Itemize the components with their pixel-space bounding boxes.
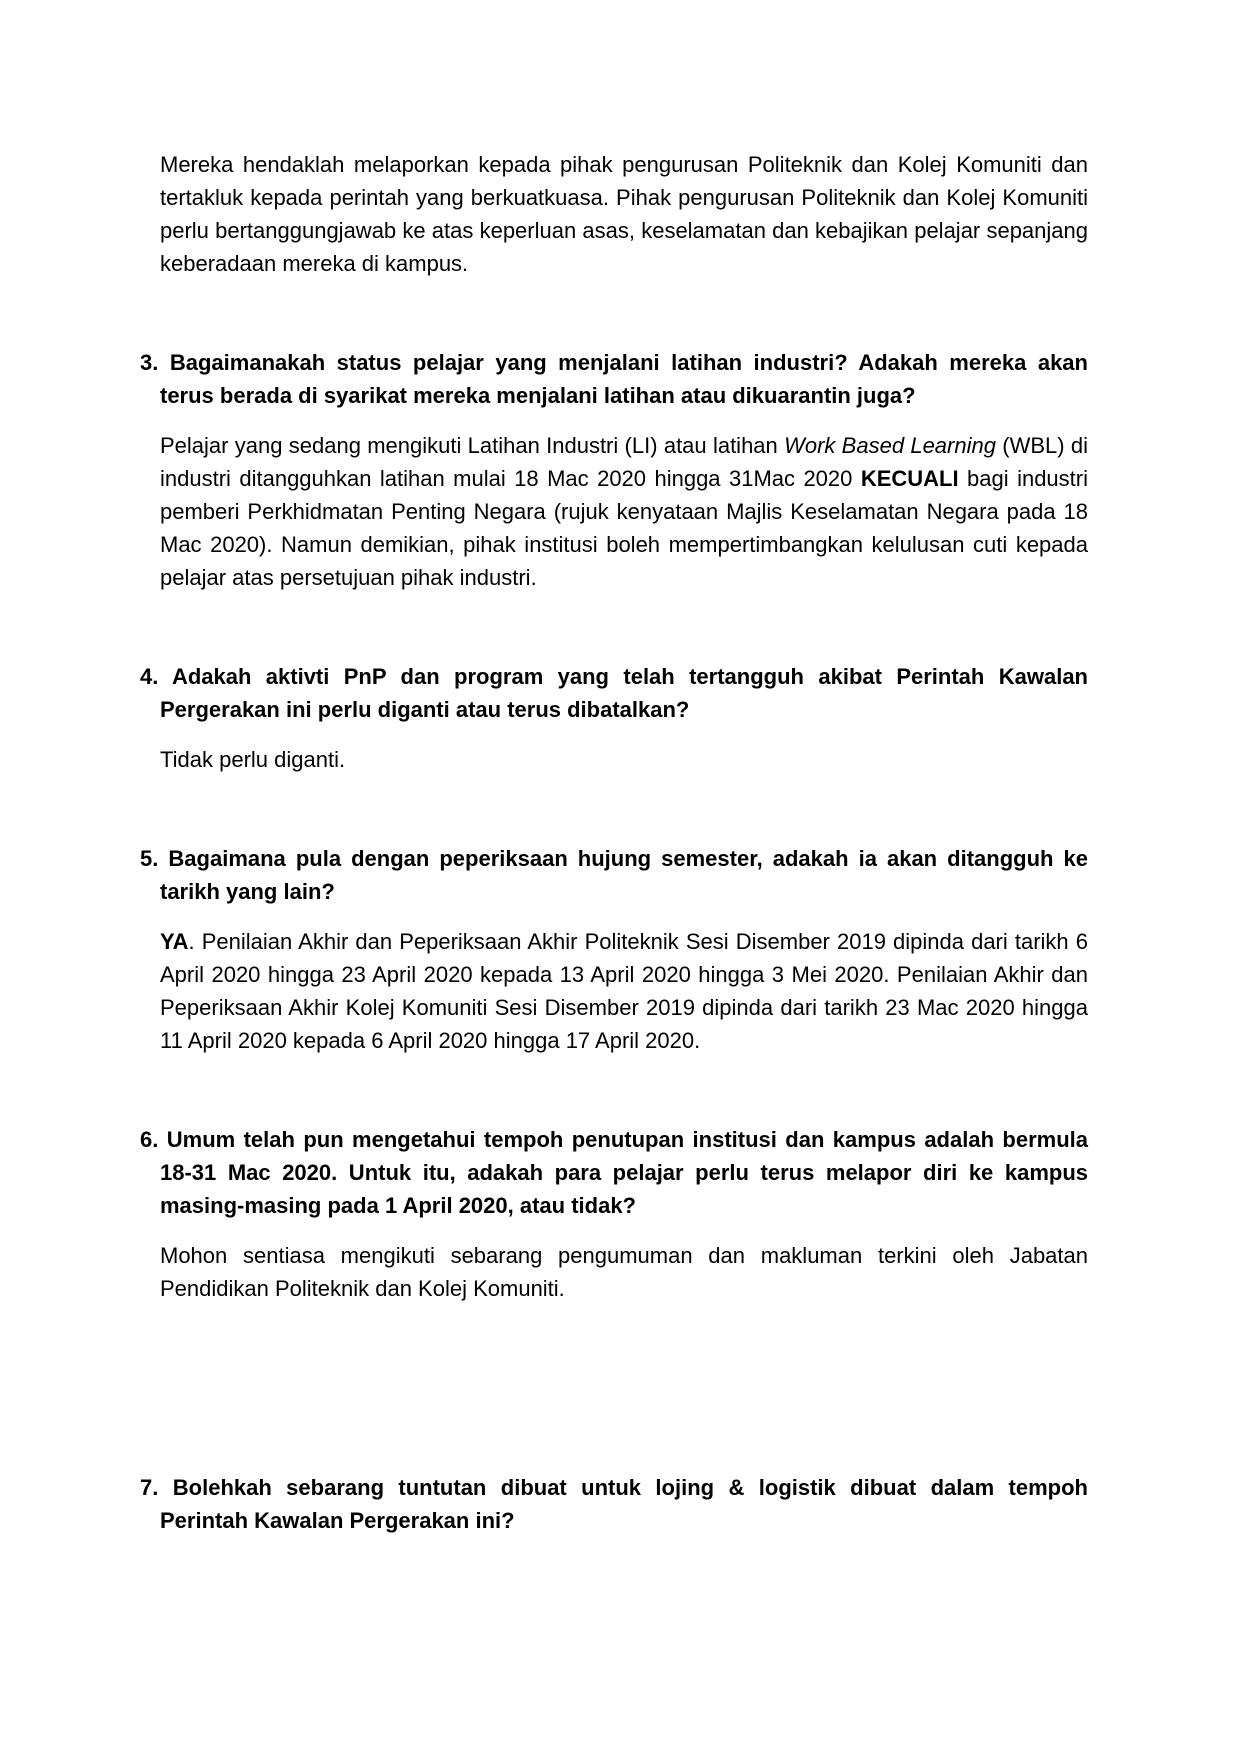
question-text: Bagaimanakah status pelajar yang menjalani latihan industri? Adakah mereka akan terus berada di syarikat mereka menjalani latihan atau dikuarantin juga? bbox=[160, 350, 1088, 408]
question-text: Umum telah pun mengetahui tempoh penutupan institusi dan kampus adalah bermula 18-31 Mac 2020. Untuk itu, adakah para pelajar perlu terus melapor diri ke kampus masing-masing pada 1 April 2020, atau tidak? bbox=[160, 1127, 1088, 1218]
answer-text: Pelajar yang sedang mengikuti Latihan Industri (LI) atau latihan bbox=[160, 433, 785, 458]
question-number: 7. bbox=[140, 1475, 159, 1500]
answer-paragraph bbox=[140, 925, 1088, 1057]
faq-question bbox=[140, 346, 1088, 412]
answer-text: Tidak perlu diganti. bbox=[160, 747, 346, 772]
answer-text-bold: YA bbox=[160, 929, 189, 954]
intro-paragraph: Mereka hendaklah melaporkan kepada pihak pengurusan Politeknik dan Kolej Komuniti dan tertakluk kepada perintah yang berkuatkuasa. Pihak pengurusan Politeknik dan Kolej Komuniti perlu bertanggungjawab ke atas keperluan asas, keselamatan dan kebajikan pelajar sepanjang keberadaan mereka di kampus. bbox=[160, 152, 1088, 276]
faq-item bbox=[140, 842, 1088, 1057]
question-text: Adakah aktivti PnP dan program yang telah tertangguh akibat Perintah Kawalan Pergerakan ini perlu diganti atau terus dibatalkan? bbox=[160, 664, 1088, 722]
answer-paragraph bbox=[140, 1239, 1088, 1305]
answer-text: bagi industri pemberi Perkhidmatan Penting Negara (rujuk kenyataan Majlis Keselamatan Negara pada 18 Mac 2020). Namun demikian, pihak institusi boleh mempertimbangkan kelulusan cuti kepada pelajar atas persetujuan pihak industri. bbox=[160, 466, 1088, 590]
question-text: Bolehkah sebarang tuntutan dibuat untuk lojing & logistik dibuat dalam tempoh Perintah Kawalan Pergerakan ini? bbox=[160, 1475, 1088, 1533]
answer-text: Mohon sentiasa mengikuti sebarang pengumuman dan makluman terkini oleh Jabatan Pendidikan Politeknik dan Kolej Komuniti. bbox=[160, 1243, 1088, 1301]
question-text: Bagaimana pula dengan peperiksaan hujung semester, adakah ia akan ditangguh ke tarikh yang lain? bbox=[160, 846, 1088, 904]
faq-item bbox=[140, 1471, 1088, 1537]
question-number: 6. bbox=[140, 1127, 159, 1152]
question-number: 5. bbox=[140, 846, 159, 871]
faq-question bbox=[140, 660, 1088, 726]
answer-text: (WBL) di industri ditangguhkan latihan mulai 18 Mac 2020 hingga 31Mac 2020 bbox=[160, 433, 1088, 491]
faq-item bbox=[140, 660, 1088, 776]
answer-text-bold: KECUALI bbox=[860, 466, 959, 491]
document-content bbox=[140, 148, 1088, 1537]
answer-text-italic: Work Based Learning bbox=[784, 433, 996, 458]
faq-item bbox=[140, 1123, 1088, 1305]
question-number: 3. bbox=[140, 350, 159, 375]
answer-text: . Penilaian Akhir dan Peperiksaan Akhir Politeknik Sesi Disember 2019 dipinda dari tarikh 6 April 2020 hingga 23 April 2020 kepada 13 April 2020 hingga 3 Mei 2020. Penilaian Akhir dan Peperiksaan Akhir Kolej Komuniti Sesi Disember 2019 dipinda dari tarikh 23 Mac 2020 hingga 11 April 2020 kepada 6 April 2020 hingga 17 April 2020. bbox=[160, 929, 1088, 1053]
faq-question bbox=[140, 842, 1088, 908]
question-number: 4. bbox=[140, 664, 159, 689]
answer-paragraph bbox=[140, 429, 1088, 594]
answer-paragraph bbox=[140, 743, 1088, 776]
faq-question bbox=[140, 1123, 1088, 1222]
faq-question bbox=[140, 1471, 1088, 1537]
faq-item bbox=[140, 346, 1088, 594]
